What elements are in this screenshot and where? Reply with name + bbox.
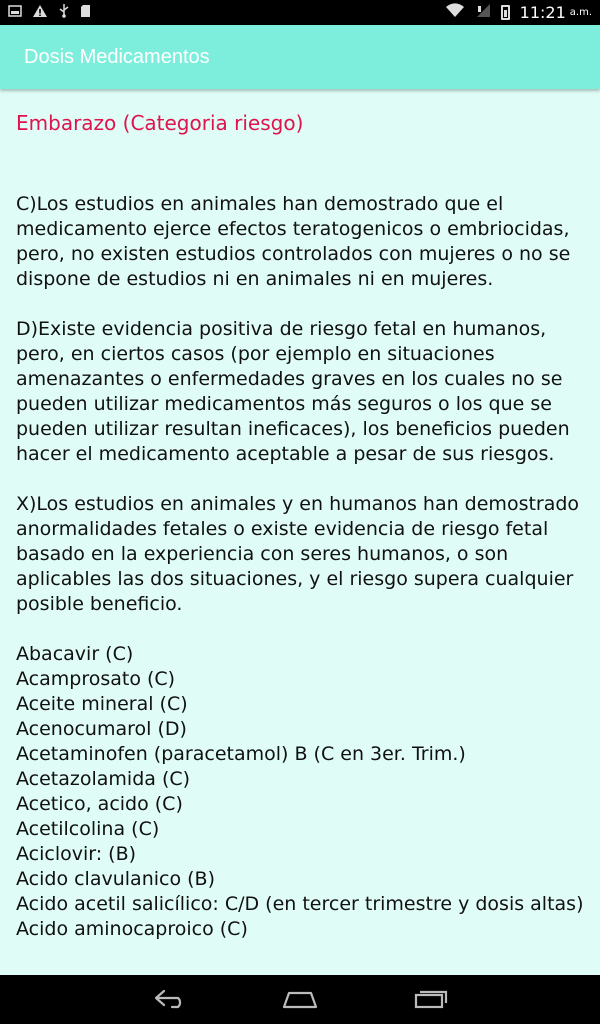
app-bar — [0, 25, 600, 89]
status-bar-left — [8, 3, 91, 22]
drug-item: Acetazolamida (C) — [16, 768, 191, 790]
wifi-icon — [445, 3, 465, 22]
drug-item: Acido clavulanico (B) — [16, 868, 215, 890]
drug-item: Abacavir (C) — [16, 643, 134, 665]
content-scroll[interactable] — [0, 89, 600, 975]
back-icon — [152, 987, 188, 1013]
navigation-bar — [0, 975, 600, 1024]
image-icon — [8, 5, 22, 21]
drug-item: Acido acetil salicílico: C/D (en tercer trimestre y dosis altas) — [16, 893, 584, 915]
usb-icon — [58, 3, 70, 22]
status-bar — [0, 0, 600, 25]
recent-apps-button[interactable] — [405, 985, 455, 1015]
drug-list — [16, 642, 584, 942]
category-x-paragraph: X)Los estudios en animales y en humanos han demostrado anormalidades fetales o existe evidencia de riesgo fetal basado en la experiencia con seres humanos, o son aplicables las dos situaciones, y el riesgo supera cualquier posible beneficio. — [16, 493, 580, 615]
drug-item: Acido aminocaproico (C) — [16, 918, 248, 940]
drug-item: Acetico, acido (C) — [16, 793, 183, 815]
drug-item: Acetilcolina (C) — [16, 818, 160, 840]
drug-item: Acenocumarol (D) — [16, 718, 187, 740]
home-icon — [281, 987, 319, 1013]
sd-card-icon — [80, 4, 91, 22]
home-button[interactable] — [275, 985, 325, 1015]
recent-apps-icon — [412, 987, 448, 1013]
status-bar-right — [445, 3, 592, 22]
battery-icon — [501, 5, 510, 20]
warning-icon — [32, 4, 48, 22]
drug-item: Acamprosato (C) — [16, 668, 176, 690]
status-ampm: a.m. — [569, 7, 592, 18]
app-title: Dosis Medicamentos — [24, 45, 210, 68]
drug-item: Aciclovir: (B) — [16, 843, 137, 865]
status-time: 11:21 — [519, 3, 566, 22]
section-heading: Embarazo (Categoria riesgo) — [16, 111, 304, 135]
category-c-paragraph: C)Los estudios en animales han demostrado que el medicamento ejerce efectos teratogenicos o embriocidas, pero, no existen estudios controlados con mujeres o no se dispone de estudios ni en animales ni en mujeres. — [16, 193, 571, 290]
drug-item: Aceite mineral (C) — [16, 693, 188, 715]
category-d-paragraph: D)Existe evidencia positiva de riesgo fetal en humanos, pero, en ciertos casos (por ejemplo en situaciones amenazantes o enfermedades graves en los cuales no se pueden utilizar medicamentos más seguros o los que se pueden utilizar resultan ineficaces), los beneficios pueden hacer el medicamento aceptable a pesar de sus riesgos. — [16, 318, 570, 465]
signal-icon — [475, 3, 491, 22]
back-button[interactable] — [145, 985, 195, 1015]
drug-item: Acetaminofen (paracetamol) B (C en 3er. Trim.) — [16, 743, 466, 765]
